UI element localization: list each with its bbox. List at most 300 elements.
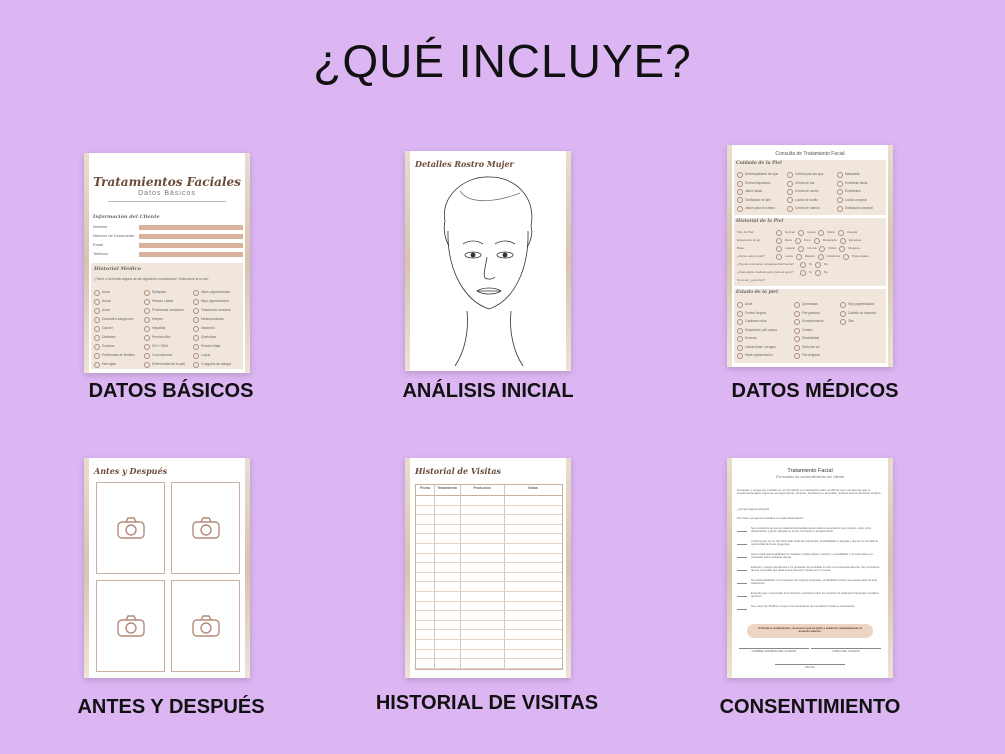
checkbox-icon [193,353,199,359]
state-col-1 [737,301,792,361]
radio-icon [840,238,846,244]
history-option: Cicatrices [826,254,841,259]
condition-item [193,315,241,324]
history-option: Grasa [806,230,816,235]
statement-text: Soy mayor de 18 años o tengo el consentimiento de mis padres firmado a continuación. [751,605,856,608]
statement-text: Entiendo que mi proveedor tiene derecho a rechazar todos los servicios de tratamiento facial que considere oportuno. [751,592,880,598]
history-row [737,245,885,253]
condition-item [94,315,142,324]
condition-item [144,360,192,369]
checkbox-icon [837,197,843,203]
condition-label: Acné [102,289,110,294]
history-question: Exposición al sol: [737,238,761,243]
label-datos-medicos: DATOS MÉDICOS [731,380,899,402]
care-item [787,179,835,187]
checkbox-icon [794,336,800,342]
client-fields [93,223,243,259]
state-label: Puntos Negros [745,310,767,315]
checkbox-icon [737,336,743,342]
condition-label: Lupus [201,352,211,357]
care-item [837,205,885,213]
condition-label: Problemas cardíacos [152,307,184,312]
checkbox-icon [794,328,800,334]
state-item [794,352,839,361]
condition-item [94,297,142,306]
history-option: Sí [809,262,812,267]
state-item [737,344,792,353]
signature-label: NOMBRE IMPRESO DEL CLIENTE [751,649,797,653]
checkbox-icon [94,344,100,350]
photo-frame [96,482,165,574]
table-row-line [416,668,562,669]
preview-historial-visitas [405,458,571,678]
client-field-label: Email [93,242,104,248]
initials-line [737,609,747,610]
table-row-line [416,543,562,544]
column-divider [504,485,505,669]
checkbox-icon [144,335,150,341]
card4-heading: Antes y Después [94,466,168,476]
care-label: Exfoliante facial [845,180,868,185]
initials-line [737,557,747,558]
condition-label: Asma [102,298,111,303]
condition-label: Queloides [201,334,217,339]
radio-icon [814,238,820,244]
history-question: Si es así, ¿qué tipo? [737,278,766,283]
checkbox-icon [193,308,199,314]
table-row-line [416,562,562,563]
state-label: Piel delgada [802,353,820,358]
camera-icon [191,516,221,540]
state-item [737,301,792,310]
condition-item [144,288,192,297]
photo-frame [171,482,240,574]
table-row-line [416,514,562,515]
state-label: Cicatriz [802,327,813,332]
care-col-3 [837,171,885,213]
consent-statements [737,528,883,619]
initials-line [737,583,747,584]
care-item [837,188,885,196]
checkbox-icon [787,197,793,203]
state-item [794,344,839,353]
history-row [737,269,885,277]
condition-label: Enfermedad de la piel [152,361,185,366]
checkbox-icon [193,335,199,341]
checkbox-icon [193,290,199,296]
label-consentimiento: CONSENTIMIENTO [719,696,901,718]
checkbox-icon [840,302,846,308]
client-field-bar [139,252,243,257]
preview-datos-basicos [84,153,250,373]
checkbox-icon [193,317,199,323]
history-question: ¿Tiende a tomarse rocaduras fácilmente? [737,262,795,267]
condition-label: Hipo pigmentación [201,298,230,303]
radio-icon [798,246,804,252]
checkbox-icon [794,302,800,308]
conditions-col-3 [193,288,241,369]
state-item [737,335,792,344]
care-label: Loción de cuello [795,197,819,202]
condition-label: Herrugas [102,361,116,366]
client-field-label: Teléfono [93,251,109,257]
history-option: No [823,270,828,275]
page-title: ¿QUÉ INCLUYE? [313,35,692,87]
condition-label: Herpes Labial [152,298,173,303]
state-label: Capilares rotos [745,319,767,324]
care-label: Crema de día [795,180,815,185]
sign-note: Al firmar a continuación, reconozco que he leído y entiendo completamente el acuerdo anterior. [758,626,862,634]
condition-item [193,360,241,369]
checkbox-icon [840,319,846,325]
checkbox-icon [737,328,743,334]
checkbox-icon [787,181,793,187]
initials-line [737,570,747,571]
table-row-line [416,610,562,611]
state-item [737,352,792,361]
condition-item [193,342,241,351]
history-option: Pigmentado [852,254,869,259]
client-field-bar [139,225,243,230]
history-row [737,229,885,237]
radio-icon [776,254,782,260]
condition-item [144,306,192,315]
checkbox-icon [144,290,150,296]
care-label: Crema de noche [795,189,819,194]
state-item [840,318,885,327]
client-field-row [93,241,243,250]
column-header: Productos [473,486,491,490]
condition-label: Hiper pigmentación [201,289,231,294]
checkbox-icon [144,362,150,368]
radio-icon [819,246,825,252]
visits-header-row [416,485,562,496]
statement-text: Soy consciente de que los tratamientos faciales tienen efectos secundarios que incluyen, entre otros, descamación, granos, alergias en la piel, hinchazón o enrojecimiento. [751,527,872,533]
history-row [737,253,885,261]
history-option: Rápido [804,254,815,259]
checkbox-icon [144,308,150,314]
state-item [737,310,792,319]
card6-heading: Tratamiento Facial [787,468,833,474]
visits-table [415,484,563,670]
condition-label: Presión Baja [201,343,221,348]
state-item [794,335,839,344]
conditions-col-1 [94,288,142,369]
radio-icon [795,238,801,244]
history-option: Excesiva [848,238,862,243]
skin-care-box [734,160,886,215]
care-label: Exfoliantes [845,189,861,194]
column-header: Fecha [419,486,431,490]
checkbox-icon [787,172,793,178]
care-item [737,196,785,204]
radio-icon [776,238,782,244]
client-field-label: Número de Documento [93,233,135,239]
state-label: Sequedad / piel opaca [745,327,777,332]
checkbox-icon [840,311,846,317]
condition-item [144,333,192,342]
table-row-line [416,639,562,640]
card6-subheading: Formulario de consentimiento del cliente [775,475,845,479]
condition-label: Cáncer [102,325,113,330]
radio-icon [818,254,824,260]
state-item [794,327,839,336]
card1-divider [108,201,226,202]
condition-item [193,288,241,297]
state-item [794,301,839,310]
consent-statement [737,606,883,619]
care-item [837,196,885,204]
condition-item [193,306,241,315]
skin-history-title: Historial de la Piel [736,219,784,224]
table-row-line [416,649,562,650]
initials-line [737,544,747,545]
history-option: Lenta [785,254,793,259]
face-outline-illustration [405,151,571,371]
checkbox-icon [737,197,743,203]
card2-heading: Detalles Rostro Mujer [415,159,514,169]
table-row-line [416,505,562,506]
care-label: Crema limpiadora [745,180,771,185]
history-option: Moderado [822,238,837,243]
label-historial-visitas: HISTORIAL DE VISITAS [375,692,599,714]
history-option: Sí [809,270,812,275]
condition-item [94,333,142,342]
checkbox-icon [193,362,199,368]
condition-item [144,342,192,351]
state-item [737,318,792,327]
card5-heading: Historial de Visitas [415,466,501,476]
state-label: Líneas finas / arrugas [745,344,776,349]
care-col-1 [737,171,785,213]
history-option: Ninguna [848,246,860,251]
table-row-line [416,591,562,592]
state-label: Eczema [745,336,757,341]
history-option: Rara [785,238,792,243]
checkbox-icon [737,319,743,325]
state-label: Otro [848,319,855,324]
table-row-line [416,553,562,554]
care-item [737,171,785,179]
client-field-row [93,232,243,241]
radio-icon [838,230,844,236]
medical-question: ¿Tiene o ha tenido alguna de las siguientes condiciones? Seleccione si es así: [94,277,209,281]
conditions-col-2 [144,288,192,369]
condition-label: VIH / SIDA [152,343,169,348]
condition-item [144,351,192,360]
camera-icon [116,614,146,638]
checkbox-icon [794,353,800,359]
condition-label: Trastornos inmunes [201,307,231,312]
radio-icon [798,230,804,236]
checkbox-icon [787,206,793,212]
client-field-bar [139,243,243,248]
history-option: No [823,262,828,267]
checkbox-icon [737,189,743,195]
statement-text: Confirmo que se me han informado todas las reacciones, sensibilidades o alergias y que se me ha dado la oportunidad de hacer preguntas. [751,540,878,546]
checkbox-icon [94,317,100,323]
condition-label: Melanomatosis [201,316,224,321]
radio-icon [800,262,806,268]
statement-text: Entiendo y acepto que llamaré a mi proveedor de inmediato si sufro una respuesta adversa. Soy consciente de que es posible que deba buscar atención médica por mi cuenta. [751,566,880,572]
checkbox-icon [94,308,100,314]
state-label: Daño del sol [802,344,820,349]
care-item [737,188,785,196]
history-option: Polvo [828,246,837,251]
radio-icon [776,246,782,252]
checkbox-icon [144,299,150,305]
radio-icon [843,254,849,260]
history-row [737,277,885,285]
photo-frame [171,580,240,672]
state-label: Acné [745,302,753,307]
condition-label: Problemas de tiroides [102,352,135,357]
state-item [794,310,839,319]
condition-label: Insomnio [201,325,215,330]
label-antes-despues: ANTES Y DESPUÉS [77,696,265,718]
condition-label: Diabetes [102,334,116,339]
history-option: Integral [846,230,858,235]
skin-history-box [734,218,886,286]
care-item [737,205,785,213]
statement-text: Asumo total responsabilidad por cualquier posible peligro, reacción y sensibilidad, y he informado a mi proveedor sobre cualquier alergia. [751,553,873,559]
client-field-row [93,250,243,259]
radio-icon [815,262,821,268]
history-option: Líquido [785,246,796,251]
care-item [787,196,835,204]
state-label: Sensibilidad [802,336,820,341]
skin-care-title: Cuidado de la Piel [736,161,782,166]
condition-item [94,288,142,297]
preview-antes-despues [84,458,250,678]
preview-analisis-inicial [405,151,571,371]
checkbox-icon [193,344,199,350]
table-row-line [416,629,562,630]
table-row-line [416,581,562,582]
client-field-bar [139,234,243,239]
history-option: Poco [803,238,811,243]
checkbox-icon [737,302,743,308]
radio-icon [776,230,782,236]
condition-label: Coágulos de sangre [201,361,232,366]
checkbox-icon [837,181,843,187]
checkbox-icon [794,311,800,317]
card1-subheading: Datos Básicos [138,190,196,197]
table-row-line [416,601,562,602]
condition-item [94,324,142,333]
checkbox-icon [737,345,743,351]
initials-note: Por favor ponga sus iniciales en cada declaración: [737,516,804,520]
state-label: Quemadas [802,302,818,307]
checkbox-icon [837,189,843,195]
state-col-3 [840,301,885,327]
care-item [837,171,885,179]
checkbox-icon [94,362,100,368]
condition-item [193,324,241,333]
condition-item [94,360,142,369]
table-row-line [416,658,562,659]
condition-label: Epilepsia [152,289,166,294]
care-label: Jabón para el cuerpo [745,206,775,210]
checkbox-icon [737,172,743,178]
radio-icon [818,230,824,236]
table-row-line [416,572,562,573]
column-divider [434,485,435,669]
condition-label: Eczema [102,343,115,348]
history-question: ¿Cómo esta tu piel? [737,254,765,259]
sign-note-box [747,624,873,638]
condition-label: Hepatitis [152,325,166,330]
condition-item [144,324,192,333]
checkbox-icon [144,317,150,323]
checkbox-icon [144,353,150,359]
state-label: Hiper pigmentación [745,353,773,358]
history-question: ¿Usas algún medicamento para el acné? [737,270,794,275]
care-label: Jabón facial [745,189,763,194]
client-section-title: Información del Cliente [93,214,160,220]
table-row-line [416,620,562,621]
care-item [837,179,885,187]
column-header: Tratamiento [437,486,457,490]
condition-label: Presión Alta [152,334,171,339]
preview-datos-medicos [727,145,893,367]
care-label: Crema de manos [795,206,820,210]
condition-item [144,315,192,324]
care-item [787,171,835,179]
skin-state-title: Estado de la piel [736,290,778,295]
condition-item [144,297,192,306]
history-option: Mixta [827,230,835,235]
condition-item [94,342,142,351]
checkbox-icon [837,206,843,212]
medical-section-title: Historial Médico [94,266,141,272]
table-row-line [416,524,562,525]
care-label: Desmaquillante de ojos [745,172,779,177]
label-analisis-inicial: ANÁLISIS INICIAL [402,380,574,402]
state-col-2 [794,301,839,361]
history-question: Tipo de Piel: [737,230,755,235]
allergy-question: ¿Tienes alguna alergia? [737,507,770,511]
checkbox-icon [794,319,800,325]
care-item [787,205,835,213]
checkbox-icon [94,299,100,305]
condition-item [193,297,241,306]
checkbox-icon [737,181,743,187]
checkbox-icon [94,335,100,341]
signature-label: FECHA [805,665,815,669]
skin-history-rows [737,229,885,285]
condition-label: Desorden sanguíneo [102,316,134,321]
state-item [737,327,792,336]
card3-heading: Consulta de Tratamiento Facial [775,151,845,157]
radio-icon [796,254,802,260]
state-item [840,301,885,310]
camera-icon [191,614,221,638]
state-label: Envejecimiento [802,319,824,324]
camera-icon [116,516,146,540]
state-label: Piel grasosa [802,310,820,315]
condition-label: Acné [102,307,110,312]
column-header: Notas [528,486,538,490]
checkbox-icon [737,311,743,317]
initials-line [737,531,747,532]
state-label: Cabello no deseado [848,310,877,315]
consent-intro: Complete y porga sus iniciales en el formulario a continuación para confirmar que comprende que si experimenta algún signo de enrojecimiento, picazón, hinchazón o ampollas, deberá buscar atención médica. [737,488,882,496]
skin-state-box [734,289,886,363]
state-item [794,318,839,327]
checkbox-icon [94,353,100,359]
checkbox-icon [94,326,100,332]
